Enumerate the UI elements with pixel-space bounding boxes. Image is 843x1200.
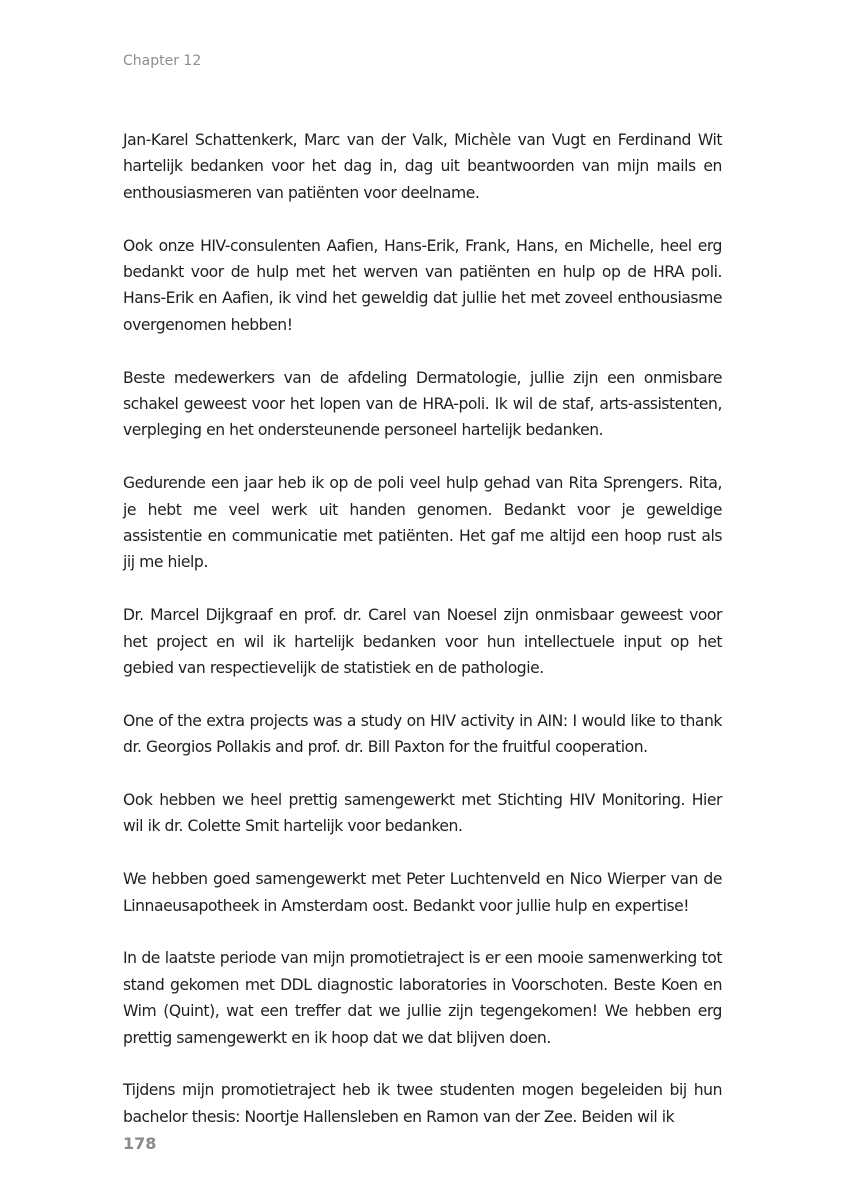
body-text [123,127,722,1130]
paragraph: We hebben goed samengewerkt met Peter Luchtenveld en Nico Wierper van de Linnaeusapotheek in Amsterdam oost. Bedankt voor jullie hulp en expertise! [123,870,722,915]
paragraph: Tijdens mijn promotietraject heb ik twee studenten mogen begeleiden bij hun bachelor thesis: Noortje Hallensleben en Ramon van der Zee. Beiden wil ik [123,1081,722,1126]
paragraph: Beste medewerkers van de afdeling Dermatologie, jullie zijn een onmisbare schakel geweest voor het lopen van de HRA-poli. Ik wil de staf, arts-assistenten, verpleging en het ondersteunende personeel hartelijk bedanken. [123,368,722,440]
paragraph: Gedurende een jaar heb ik op de poli veel hulp gehad van Rita Sprengers. Rita, je hebt me veel werk uit handen genomen. Bedankt voor je geweldige assistentie en communicatie met patiënten. Het gaf me altijd een hoop rust als jij me hielp. [123,474,722,572]
paragraph: In de laatste periode van mijn promotietraject is er een mooie samenwerking tot stand gekomen met DDL diagnostic laboratories in Voorschoten. Beste Koen en Wim (Quint), wat een treffer dat we jullie zijn tegengekomen! We hebben erg prettig samengewerkt en ik hoop dat we dat blijven doen. [123,949,722,1047]
paragraph: Dr. Marcel Dijkgraaf en prof. dr. Carel van Noesel zijn onmisbaar geweest voor het project en wil ik hartelijk bedanken voor hun intellectuele input op het gebied van respectievelijk de statistiek en de pathologie. [123,606,722,678]
running-head: Chapter 12 [123,53,202,69]
paragraph: Ook onze HIV-consulenten Aafien, Hans-Erik, Frank, Hans, en Michelle, heel erg bedankt voor de hulp met het werven van patiënten en hulp op de HRA poli. Hans-Erik en Aafien, ik vind het geweldig dat jullie het met zoveel enthousiasme overgenomen hebben! [123,236,722,334]
paragraph: One of the extra projects was a study on HIV activity in AIN: I would like to thank dr. Georgios Pollakis and prof. dr. Bill Paxton for the fruitful cooperation. [123,711,722,757]
paragraph: Jan-Karel Schattenkerk, Marc van der Valk, Michèle van Vugt en Ferdinand Wit hartelijk bedanken voor het dag in, dag uit beantwoorden van mijn mails en enthousiasmeren van patiënten voor deelname. [123,131,722,202]
page-number: 178 [123,1134,157,1153]
paragraph: Ook hebben we heel prettig samengewerkt met Stichting HIV Monitoring. Hier wil ik dr. Colette Smit hartelijk voor bedanken. [123,791,722,836]
